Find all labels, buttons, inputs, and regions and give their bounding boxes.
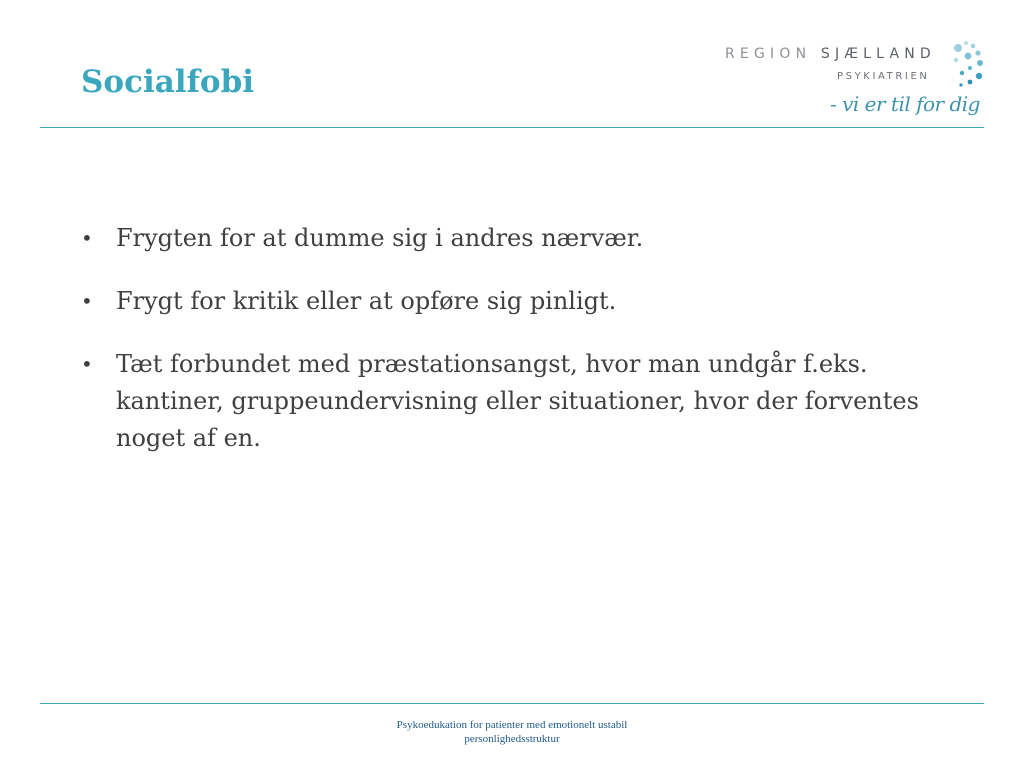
- logo-tagline: - vi er til for dig: [830, 92, 980, 116]
- bullet-icon: •: [81, 226, 93, 250]
- logo-region-prefix: REGION: [725, 46, 812, 62]
- bullet-item: [80, 346, 980, 457]
- bullet-text: Frygten for at dumme sig i andres nærvær.: [116, 224, 644, 252]
- header-divider: [40, 127, 984, 128]
- footer-line-1: Psykoedukation for patienter med emotionelt ustabil: [396, 719, 628, 731]
- footer-line-2: personlighedsstruktur: [464, 733, 560, 745]
- bullet-item: [80, 220, 980, 257]
- slide-footer: [312, 718, 712, 746]
- logo-region-name: SJÆLLAND: [820, 46, 936, 62]
- footer-divider: [40, 703, 984, 704]
- bullet-text: Frygt for kritik eller at opføre sig pinligt.: [116, 287, 617, 315]
- region-sjaelland-logo: [722, 36, 984, 128]
- logo-dots-icon: [944, 36, 984, 96]
- bullet-item: [80, 283, 980, 320]
- bullet-icon: •: [81, 289, 93, 313]
- bullet-list: [80, 220, 980, 483]
- slide-title: Socialfobi: [81, 64, 255, 100]
- bullet-icon: •: [81, 352, 93, 376]
- bullet-text: Tæt forbundet med præstationsangst, hvor man undgår f.eks. kantiner, gruppeundervisning eller situationer, hvor der forventes noget af en.: [116, 350, 919, 452]
- logo-subtitle: PSYKIATRIEN: [837, 71, 930, 82]
- logo-region-text: [725, 46, 936, 62]
